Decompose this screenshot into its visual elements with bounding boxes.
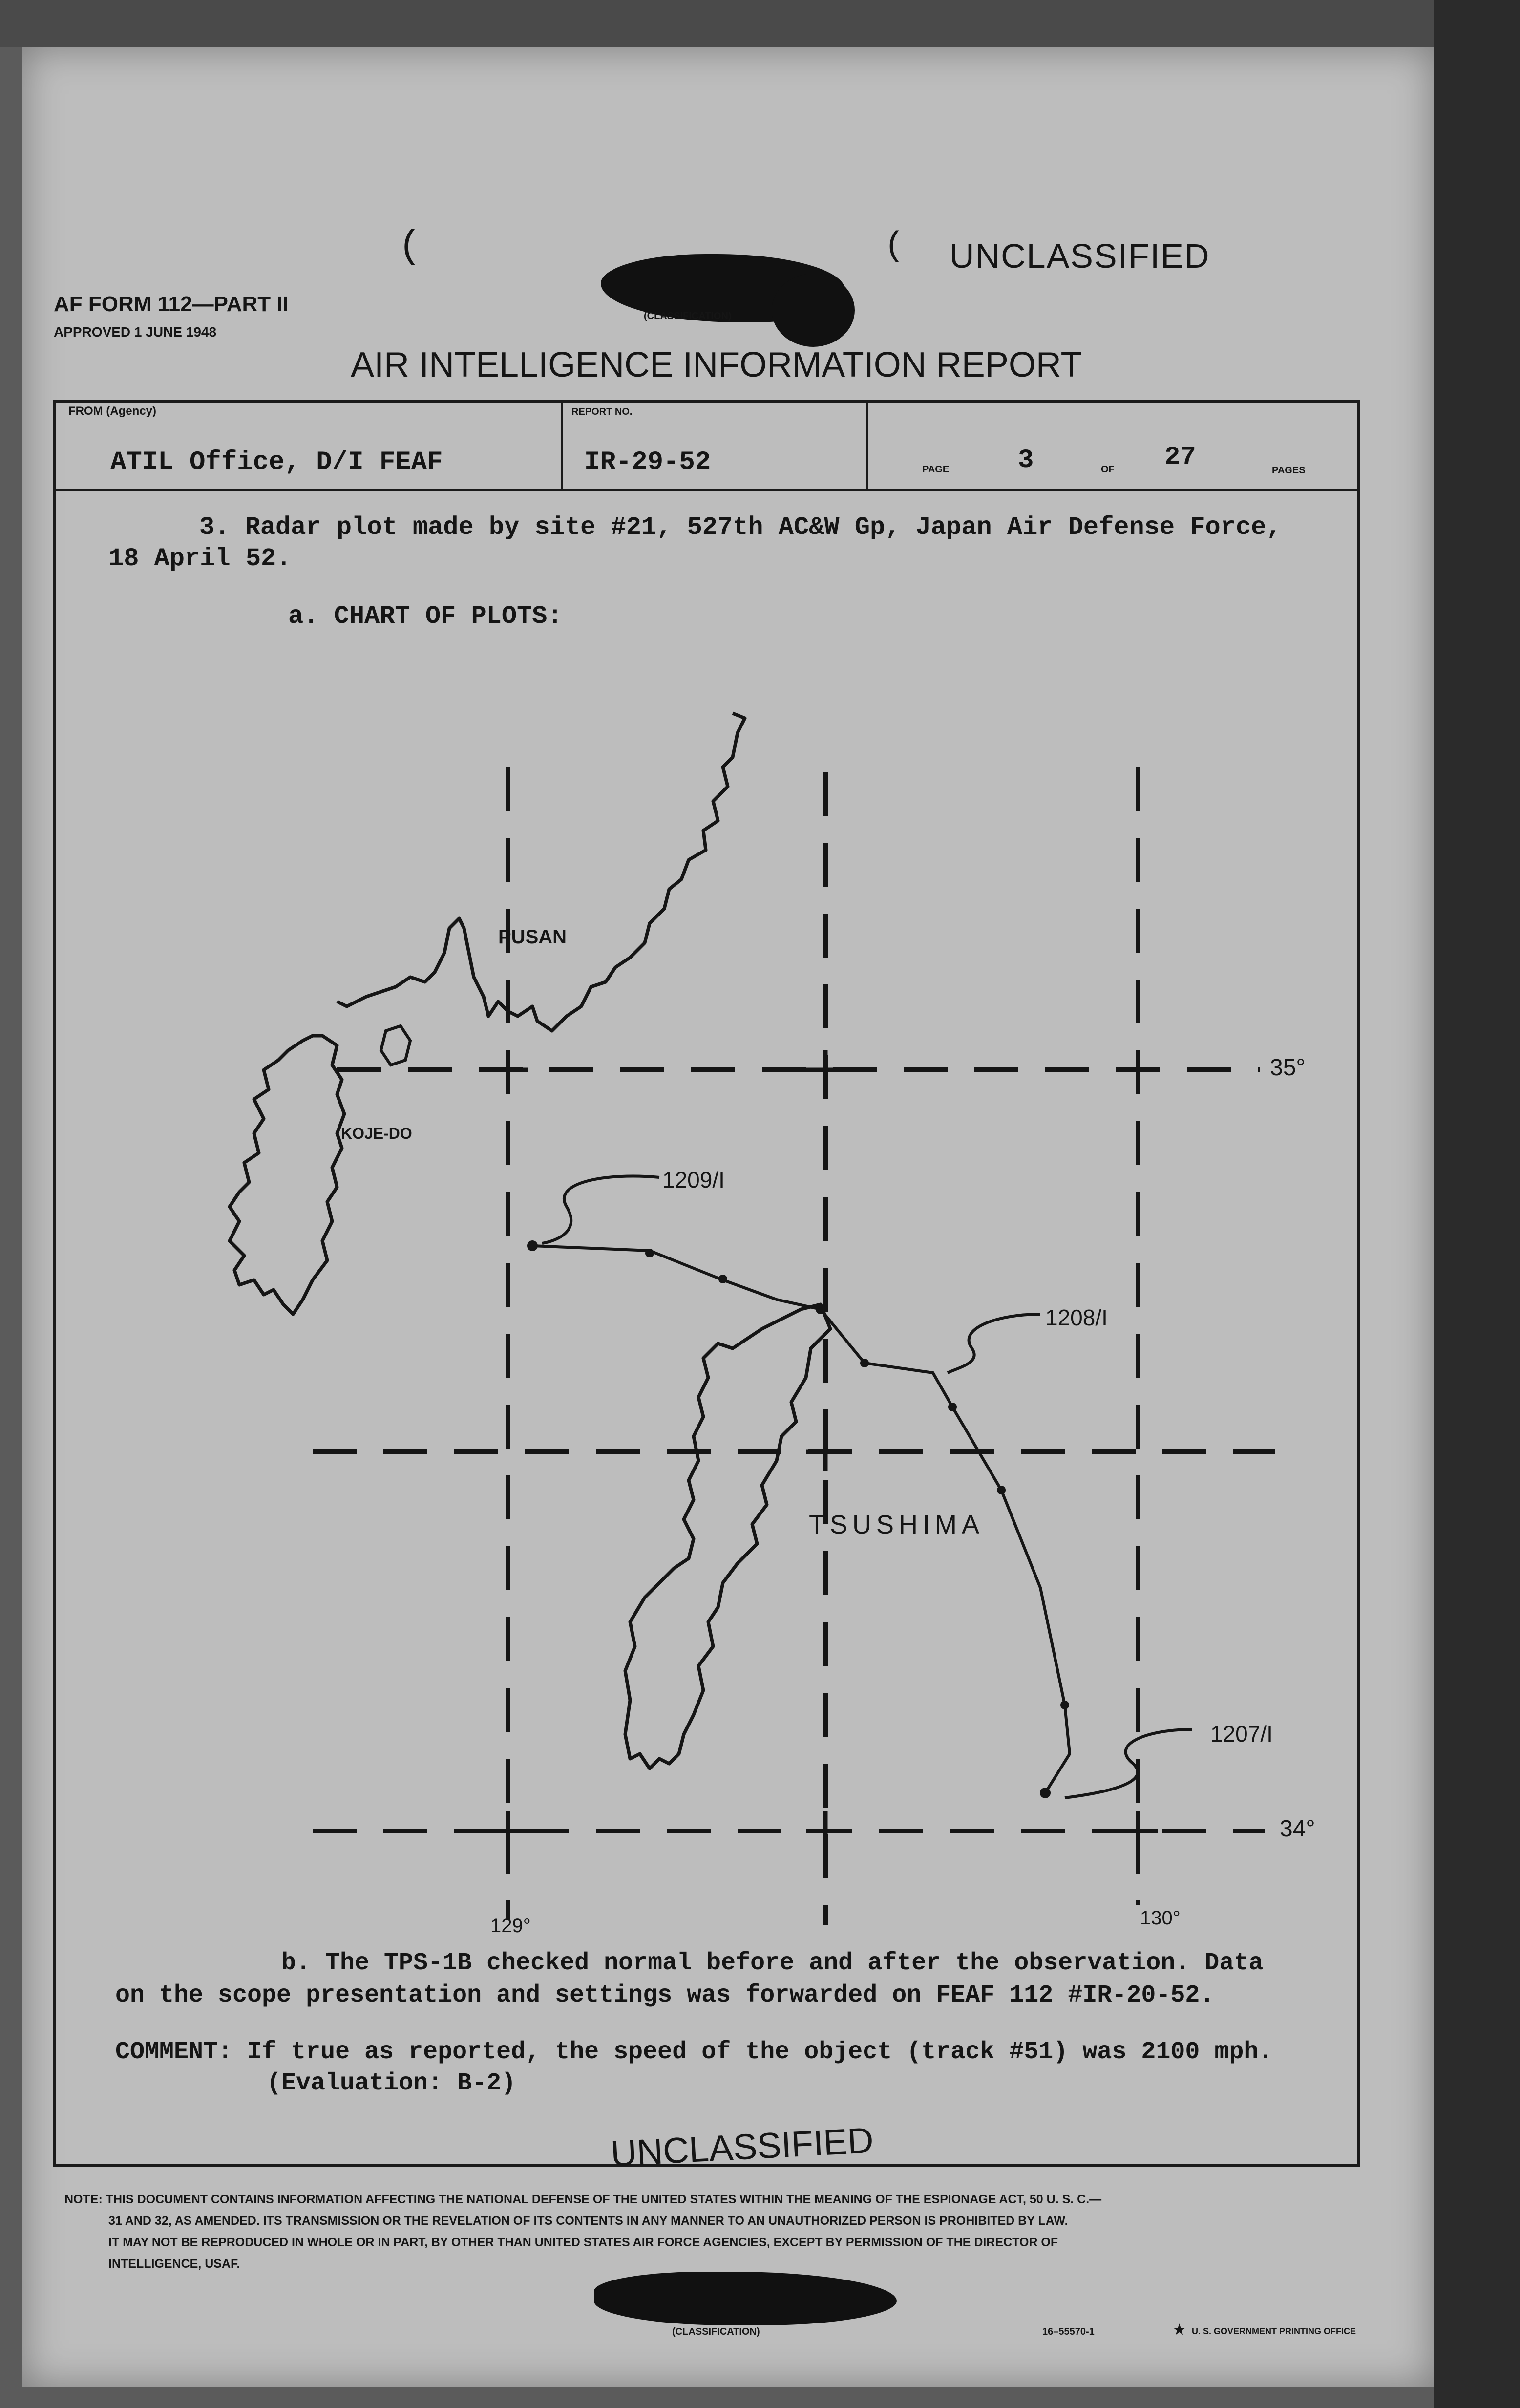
label-lat-35: 35° xyxy=(1270,1055,1306,1081)
radar-plot-points xyxy=(527,1240,1069,1798)
note-line-2: 31 AND 32, AS AMENDED. ITS TRANSMISSION OR THE REVELATION OF ITS CONTENTS IN ANY MANNER TO AN UNAUTHORIZED PERSON IS PROHIBITED BY LAW. xyxy=(108,2214,1068,2228)
paragraph-a: a. CHART OF PLOTS: xyxy=(288,602,563,631)
radar-track xyxy=(532,1246,1070,1793)
label-tsushima: TSUSHIMA xyxy=(809,1510,985,1539)
print-code: 16–55570-1 xyxy=(1042,2326,1095,2337)
comment-line-2: (Evaluation: B-2) xyxy=(267,2069,516,2097)
tsushima-island xyxy=(625,1304,830,1769)
label-koje-do: KOJE-DO xyxy=(341,1125,412,1142)
label-pusan: PUSAN xyxy=(498,926,567,948)
small-island xyxy=(381,1026,410,1065)
paragraph-3-line-1: 3. Radar plot made by site #21, 527th AC&W Gp, Japan Air Defense Force, xyxy=(199,513,1282,542)
form-approved: APPROVED 1 JUNE 1948 xyxy=(54,324,217,340)
leader-lines xyxy=(542,1176,1192,1798)
form-number: AF FORM 112—PART II xyxy=(54,292,289,316)
note-line-4: INTELLIGENCE, USAF. xyxy=(108,2257,240,2271)
note-line-1: NOTE: THIS DOCUMENT CONTAINS INFORMATION AFFECTING THE NATIONAL DEFENSE OF THE UNITED STATES WITHIN THE MEANING OF THE ESPIONAGE ACT, 50 U. S. C.— xyxy=(64,2193,1102,2206)
label-lon-129: 129° xyxy=(490,1915,531,1937)
pages-label: PAGES xyxy=(1272,465,1306,476)
koje-island xyxy=(230,1036,344,1314)
paren-right: ( xyxy=(884,227,905,266)
star-icon: ★ xyxy=(1173,2322,1186,2337)
paren-left: ( xyxy=(398,225,422,269)
label-plot-1209: 1209/I xyxy=(662,1167,725,1193)
classification-top: UNCLASSIFIED xyxy=(950,237,1210,275)
classification-caption-top: (CLASSIFICATION) xyxy=(644,311,732,321)
label-plot-1207: 1207/I xyxy=(1210,1721,1273,1747)
printer-credit: U. S. GOVERNMENT PRINTING OFFICE xyxy=(1192,2326,1356,2336)
note-line-3: IT MAY NOT BE REPRODUCED IN WHOLE OR IN PART, BY OTHER THAN UNITED STATES AIR FORCE AGENCIES, EXCEPT BY PERMISSION OF THE DIRECTOR OF xyxy=(108,2236,1058,2249)
paragraph-b-line-2: on the scope presentation and settings was forwarded on FEAF 112 #IR-20-52. xyxy=(115,1982,1215,2009)
comment-line-1: COMMENT: If true as reported, the speed of the object (track #51) was 2100 mph. xyxy=(115,2038,1273,2066)
label-plot-1208: 1208/I xyxy=(1045,1305,1108,1330)
paragraph-3-line-2: 18 April 52. xyxy=(108,544,292,573)
classification-caption-bottom: (CLASSIFICATION) xyxy=(672,2326,760,2337)
korea-coastline xyxy=(337,713,745,1031)
report-value: IR-29-52 xyxy=(584,448,711,477)
of-value: 27 xyxy=(1164,443,1196,472)
of-label: OF xyxy=(1101,464,1115,475)
from-value: ATIL Office, D/I FEAF xyxy=(110,448,443,477)
from-label: FROM (Agency) xyxy=(68,405,156,418)
grid-lines xyxy=(313,767,1275,1925)
page-value: 3 xyxy=(1018,446,1034,475)
classification-bottom: UNCLASSIFIED xyxy=(610,2119,875,2174)
label-lat-34: 34° xyxy=(1280,1816,1315,1842)
page-label: PAGE xyxy=(922,464,950,475)
paragraph-b-line-1: b. The TPS-1B checked normal before and after the observation. Data xyxy=(281,1949,1264,1977)
report-label: REPORT NO. xyxy=(571,406,633,417)
label-lon-130: 130° xyxy=(1140,1907,1181,1929)
report-title: AIR INTELLIGENCE INFORMATION REPORT xyxy=(351,345,1082,384)
